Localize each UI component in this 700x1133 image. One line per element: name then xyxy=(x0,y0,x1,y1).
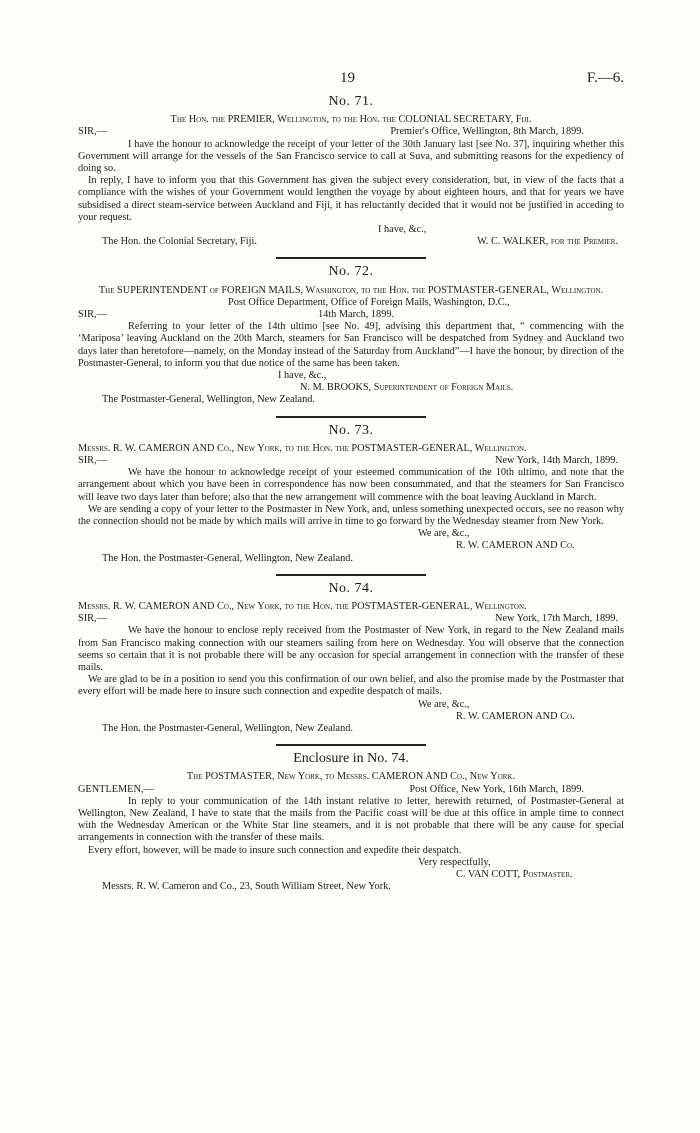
paragraph: We have the honour to enclose reply received from the Postmaster of New York, in regard to the New Zealand mails from San Francisco making connection with our steamers sailing from here on Wednesday. You will observe that the connection seems so certain that it is not probable there will be any occasion for special arrangement in connection with the transfer of these mails. xyxy=(78,625,624,674)
closing: Very respectfully, xyxy=(418,856,491,868)
recipient: The Postmaster-General, Wellington, New Zealand. xyxy=(102,394,315,406)
sender-address: Post Office Department, Office of Foreign Mails, Washington, D.C., xyxy=(228,296,510,308)
recipient: The Hon. the Colonial Secretary, Fiji. xyxy=(102,236,257,248)
letter-72 xyxy=(78,266,624,406)
letter-heading: The SUPERINTENDENT of FOREIGN MAILS, Washington, to the Hon. the POSTMASTER-GENERAL, Wellington. xyxy=(98,284,604,296)
paragraph: We are sending a copy of your letter to the Postmaster in New York, and, unless something unexpected occurs, see no reason why the connection should not be made by which mails will arrive in time to go forward by the Wednesday steamer from New York. xyxy=(78,503,624,528)
paragraph: In reply to your communication of the 14th instant relative to letter, herewith returned, of Postmaster-General at Wellington, New Zealand, I have to state that the mails from the Pacific coast will be due at this office in ample time to connect with the Wednesday American or the White Star line steamers, and it is not probable that there will be any cause for special arrangements in connection with the transfer of these mails. xyxy=(78,795,624,844)
letter-number: No. 72. xyxy=(328,264,374,280)
paragraph: Every effort, however, will be made to insure such connection and expedite their despatch. xyxy=(88,844,462,856)
paragraph: Referring to your letter of the 14th ultimo [see No. 49], advising this department that, “ commencing with the ‘Mariposa’ leaving Auckland on the 20th March, steamers for San Francisco will be despatched from Sydney and Auckland two days later than heretofore—namely, on the Monday instead of the Saturday from Auckland”—I have the honour, by direction of the Postmaster-General, to inform you that due notice of the same has been taken. xyxy=(78,321,624,369)
letter-heading: Messrs. R. W. CAMERON AND Co., New York, to the Hon. the POSTMASTER-GENERAL, Wellington. xyxy=(78,442,527,454)
paragraph: I have the honour to acknowledge the receipt of your letter of the 30th January last [see No. 37], inquiring whether this Government will arrange for the vessels of the San Francisco service to call at Suva, and submitting reasons for the expediency of doing so. xyxy=(78,138,624,174)
closing: We are, &c., xyxy=(418,698,470,710)
recipient: The Hon. the Postmaster-General, Wellington, New Zealand. xyxy=(102,552,353,564)
sender-address: New York, 17th March, 1899. xyxy=(495,613,618,625)
page-number: 19 xyxy=(340,70,355,86)
closing: We are, &c., xyxy=(418,528,470,540)
signature: W. C. WALKER, for the Premier. xyxy=(477,236,618,248)
recipient: Messrs. R. W. Cameron and Co., 23, South William Street, New York. xyxy=(102,881,391,893)
closing: I have, &c., xyxy=(278,370,327,382)
letter-heading: Messrs. R. W. CAMERON AND Co., New York, to the Hon. the POSTMASTER-GENERAL, Wellington. xyxy=(78,601,527,613)
letter-74 xyxy=(78,580,624,735)
letter-71 xyxy=(78,96,624,248)
sender-address: Premier's Office, Wellington, 8th March, 1899. xyxy=(390,126,584,138)
paragraph: We have the honour to acknowledge receipt of your esteemed communication of the 10th ultimo, and note that the arrangement about which you have been in correspondence has now been consummated, and that the steamers for San Francisco will leave two days later than before; also that the new arrangement will commence with the boat leaving Auckland in March. xyxy=(78,467,624,503)
recipient: The Hon. the Postmaster-General, Wellington, New Zealand. xyxy=(102,723,353,735)
running-header xyxy=(78,72,624,94)
document-reference: F.—6. xyxy=(586,70,624,86)
letter-number: No. 71. xyxy=(328,94,374,109)
document-page xyxy=(78,72,624,893)
signature: N. M. BROOKS, Superintendent of Foreign Mails. xyxy=(300,382,514,394)
section-divider xyxy=(276,574,426,576)
section-divider xyxy=(276,257,426,259)
letter-date: 14th March, 1899. xyxy=(318,309,395,321)
sender-address: New York, 14th March, 1899. xyxy=(495,455,618,467)
signature: R. W. CAMERON AND Co. xyxy=(456,540,575,552)
salutation: GENTLEMEN,— xyxy=(78,783,154,795)
salutation: SIR,— xyxy=(78,613,107,625)
letter-73 xyxy=(78,422,624,565)
letter-number: No. 74. xyxy=(328,580,374,596)
letter-number: No. 73. xyxy=(328,422,374,438)
enclosure-heading: The POSTMASTER, New York, to Messrs. CAMERON AND Co., New York. xyxy=(186,771,516,783)
paragraph: In reply, I have to inform you that this Government has given the subject every consideration, but, in view of the facts that a compliance with the wishes of your Government would lengthen the voyage by about eighteen hours, and that for years we have subsidised a direct steam-service between Auckland and Fiji, it has reluctantly decided that it would not be justified in acceding to your request. xyxy=(78,175,624,223)
enclosure-title: Enclosure in No. 74. xyxy=(293,751,409,767)
salutation: SIR,— xyxy=(78,126,107,138)
paragraph: We are glad to be in a position to send you this confirmation of our own belief, and also the promise made by the Postmaster that every effort will be made here to insure such connection and expedite despatch of mails. xyxy=(78,674,624,698)
enclosure-74 xyxy=(78,753,624,893)
letter-heading: The Hon. the PREMIER, Wellington, to the Hon. the COLONIAL SECRETARY, Fiji. xyxy=(170,114,532,126)
section-divider xyxy=(276,416,426,418)
salutation: SIR,— xyxy=(78,309,107,321)
section-divider xyxy=(276,744,426,746)
sender-address: Post Office, New York, 16th March, 1899. xyxy=(409,783,584,795)
signature: C. VAN COTT, Postmaster. xyxy=(456,869,573,881)
closing: I have, &c., xyxy=(378,224,427,236)
signature: R. W. CAMERON AND Co. xyxy=(456,710,575,722)
salutation: SIR,— xyxy=(78,455,107,467)
